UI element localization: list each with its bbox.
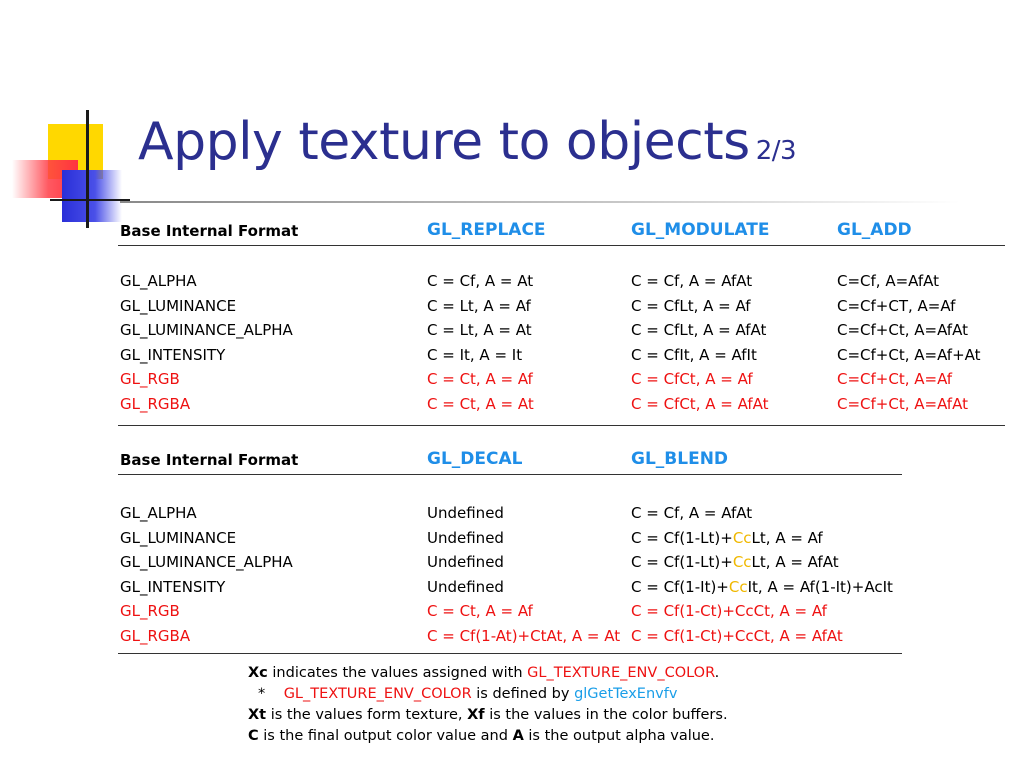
- t2-cell: Undefined: [427, 528, 504, 547]
- t2-cell: Undefined: [427, 577, 504, 596]
- page-title: [138, 112, 796, 172]
- t2-cell: Undefined: [427, 504, 504, 522]
- t2-blend-part: Cc: [728, 577, 748, 596]
- t2-blend-cell: [631, 552, 839, 572]
- t1-cell: C = Ct, A = Af: [427, 370, 533, 389]
- t2-blend-part: Cc: [732, 553, 752, 572]
- t2-cell: GL_RGBA: [120, 627, 191, 645]
- note-line-4: [248, 726, 728, 747]
- t1-cell: C = Cf, A = AfAt: [631, 272, 753, 290]
- t1-cell: GL_RGB: [120, 370, 180, 389]
- note-line-3: [248, 705, 728, 726]
- note-env-color: GL_TEXTURE_ENV_COLOR: [527, 665, 715, 681]
- note-term-a: A: [512, 728, 524, 744]
- t1-cell: C = CfLt, A = Af: [631, 296, 751, 315]
- notes: [248, 663, 728, 747]
- t2-cell: GL_ALPHA: [120, 504, 197, 522]
- deco-blue-square: [62, 170, 122, 222]
- t1-cell: C = Cf, A = At: [427, 272, 534, 290]
- note-bullet: *: [258, 686, 266, 702]
- note-term-xf: Xf: [467, 707, 485, 723]
- note-text: is the values form texture,: [266, 707, 468, 723]
- t1-cell: C = Lt, A = At: [427, 321, 532, 340]
- t2-bottom-rule: [118, 653, 902, 654]
- note-text: is the values in the color buffers.: [484, 707, 728, 723]
- t2-cell: C = Cf(1-At)+CtAt, A = At: [427, 627, 621, 645]
- t2-header-blend: GL_BLEND: [631, 449, 729, 469]
- t1-cell: C = Ct, A = At: [427, 395, 534, 413]
- t2-cell: GL_INTENSITY: [120, 577, 226, 596]
- t1-cell: C=Cf+CT, A=Af: [837, 296, 956, 315]
- t2-cell: C = Ct, A = Af: [427, 602, 533, 621]
- t2-blend-part: Lt, A = AfAt: [751, 553, 839, 572]
- note-env-color: GL_TEXTURE_ENV_COLOR: [283, 686, 472, 702]
- note-term-xc: Xc: [248, 665, 268, 681]
- t2-cell: GL_LUMINANCE: [120, 528, 237, 547]
- deco-vertical-line: [86, 110, 89, 228]
- t1-cell: GL_RGBA: [120, 395, 191, 413]
- t2-blend-cell: [631, 626, 843, 646]
- t1-header-modulate: GL_MODULATE: [631, 220, 770, 240]
- t1-cell: GL_LUMINANCE_ALPHA: [120, 321, 293, 340]
- t2-blend-part: C = Cf(1-Ct)+CcCt, A = Af: [631, 602, 827, 621]
- t1-cell: GL_INTENSITY: [120, 345, 226, 364]
- t1-cell: C = CfCt, A = AfAt: [631, 395, 769, 413]
- t1-cell: C=Cf+Ct, A=Af+At: [837, 345, 981, 364]
- t1-header-replace: GL_REPLACE: [427, 220, 546, 240]
- t2-cell: GL_RGB: [120, 602, 180, 621]
- title-rule: [120, 201, 960, 203]
- note-term-xt: Xt: [248, 707, 267, 723]
- title-text: Apply texture to objects: [138, 112, 750, 172]
- t2-blend-cell: [631, 601, 827, 621]
- t2-blend-part: It, A = Af(1-It)+AcIt: [747, 577, 893, 596]
- t2-blend-cell: [631, 577, 893, 597]
- t2-blend-cell: [631, 528, 823, 548]
- t2-blend-cell: [631, 503, 752, 523]
- t2-header-decal: GL_DECAL: [427, 449, 523, 469]
- t1-cell: C=Cf+Ct, A=AfAt: [837, 395, 968, 413]
- t2-blend-part: Lt, A = Af: [751, 528, 823, 547]
- note-text: .: [714, 665, 720, 681]
- t1-cell: C = Lt, A = Af: [427, 296, 531, 315]
- t1-cell: GL_ALPHA: [120, 272, 197, 290]
- t1-header-rule: [118, 245, 1005, 246]
- t2-blend-part: C = Cf, A = AfAt: [631, 504, 753, 522]
- note-term-c: C: [248, 728, 259, 744]
- t2-blend-part: C = Cf(1-Ct)+CcCt, A = AfAt: [631, 627, 843, 645]
- note-text: is the output alpha value.: [523, 728, 715, 744]
- t2-blend-part: C = Cf(1-Lt)+: [631, 528, 733, 547]
- t1-cell: C=Cf+Ct, A=AfAt: [837, 321, 968, 340]
- note-text: indicates the values assigned with: [267, 665, 528, 681]
- t2-cell: GL_LUMINANCE_ALPHA: [120, 553, 293, 572]
- t2-cell: Undefined: [427, 553, 504, 572]
- t1-cell: C=Cf, A=AfAt: [837, 272, 940, 290]
- t2-blend-part: C = Cf(1-It)+: [631, 577, 729, 596]
- t1-cell: GL_LUMINANCE: [120, 296, 237, 315]
- note-function-name: glGetTexEnvfv: [574, 686, 678, 702]
- t2-blend-part: Cc: [732, 528, 752, 547]
- t1-header-add: GL_ADD: [837, 220, 912, 240]
- note-line-1: [248, 663, 728, 684]
- title-page-number: 2/3: [755, 136, 797, 166]
- note-text: is defined by: [471, 686, 575, 702]
- note-line-2: [248, 684, 728, 705]
- t1-cell: C = CfCt, A = Af: [631, 370, 753, 389]
- t2-blend-part: C = Cf(1-Lt)+: [631, 553, 733, 572]
- deco-horizontal-line: [50, 199, 130, 201]
- t1-cell: C = CfIt, A = AfIt: [631, 345, 757, 364]
- t1-cell: C = It, A = It: [427, 345, 523, 364]
- note-text: is the final output color value and: [258, 728, 513, 744]
- t1-cell: C=Cf+Ct, A=Af: [837, 370, 953, 389]
- t2-header-rule: [118, 474, 902, 475]
- t1-bottom-rule: [118, 425, 1005, 426]
- t2-header-format: Base Internal Format: [120, 451, 299, 469]
- t1-header-format: Base Internal Format: [120, 222, 299, 240]
- t1-cell: C = CfLt, A = AfAt: [631, 321, 767, 340]
